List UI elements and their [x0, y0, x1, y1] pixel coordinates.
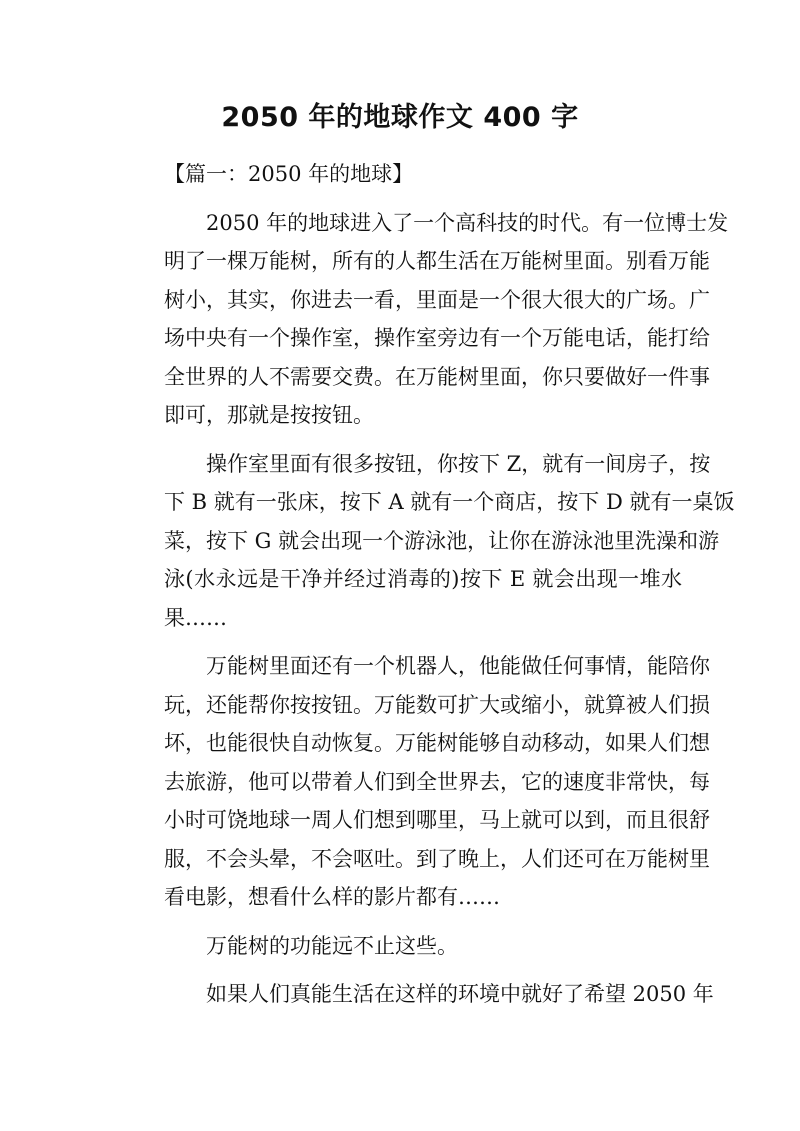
paragraph-line: 万能树的功能远不止这些。 [206, 933, 458, 958]
paragraph-line: 小时可饶地球一周人们想到哪里，马上就可以到，而且很舒 [164, 808, 710, 832]
paragraph-line: 玩，还能帮你按按钮。万能数可扩大或缩小，就算被人们损 [164, 692, 710, 717]
paragraph-line: 去旅游，他可以带着人们到全世界去，它的速度非常快，每 [164, 769, 710, 794]
paragraph-line: 明了一棵万能树，所有的人都生活在万能树里面。别看万能 [164, 249, 710, 273]
paragraph-5 [122, 975, 714, 1014]
paragraph-line: 下 B 就有一张床，按下 A 就有一个商店，按下 D 就有一桌饭 [164, 490, 735, 514]
document-title: 2050 年的地球作文 400 字 [221, 102, 579, 133]
paragraph-line: 坏，也能很快自动恢复。万能树能够自动移动，如果人们想 [164, 731, 710, 755]
paragraph-line: 场中央有一个操作室，操作室旁边有一个万能电话，能打给 [164, 326, 710, 350]
paragraph-line: 泳(水永远是干净并经过消毒的)按下 E 就会出现一堆水 [164, 567, 682, 591]
paragraph-line: 服，不会头晕，不会呕吐。到了晚上，人们还可在万能树里 [164, 846, 710, 871]
paragraph-1 [122, 204, 729, 435]
section-heading: 【篇一：2050 年的地球】 [164, 162, 414, 186]
paragraph-line: 菜，按下 G 就会出现一个游泳池，让你在游泳池里洗澡和游 [164, 528, 720, 553]
paragraph-line: 操作室里面有很多按钮，你按下 Z，就有一间房子，按 [206, 451, 711, 476]
paragraph-line: 万能树里面还有一个机器人，他能做任何事情，能陪你 [206, 654, 710, 678]
paragraph-line: 即可，那就是按按钮。 [164, 403, 374, 427]
paragraph-line: 看电影，想看什么样的影片都有…… [164, 885, 500, 909]
paragraph-line: 全世界的人不需要交费。在万能树里面，你只要做好一件事 [164, 364, 710, 389]
paragraph-line: 2050 年的地球进入了一个高科技的时代。有一位博士发 [206, 210, 729, 235]
paragraph-line: 如果人们真能生活在这样的环境中就好了希望 2050 年 [206, 982, 714, 1006]
paragraph-2 [122, 445, 735, 638]
paragraph-line: 果…… [164, 605, 227, 630]
paragraph-3 [122, 647, 710, 917]
paragraph-4 [122, 927, 682, 966]
paragraph-line: 树小，其实，你进去一看，里面是一个很大很大的广场。广 [164, 287, 710, 312]
document-body [122, 155, 735, 1024]
